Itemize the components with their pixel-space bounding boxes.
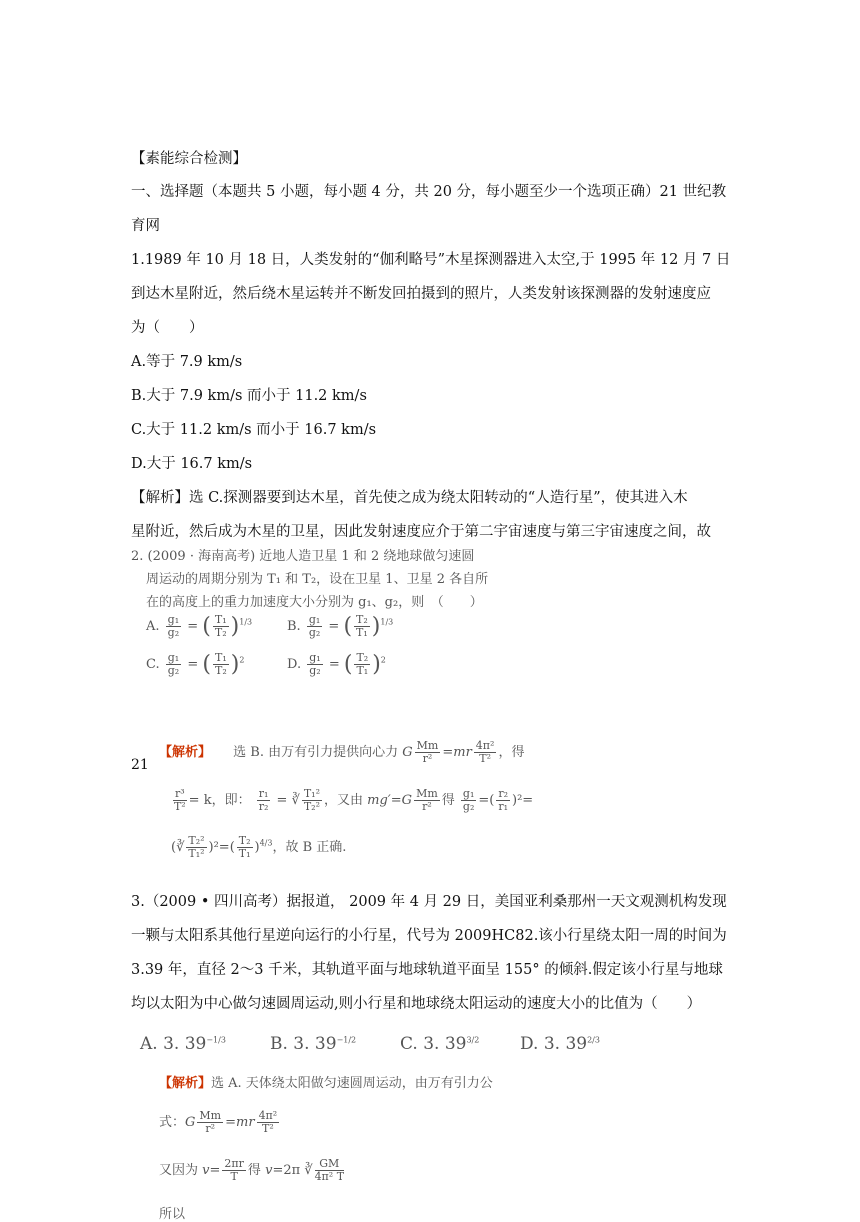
q2-option-a: A. $\frac{\text{g₁}}{\text{g₂}}$ = ( $\frac{\text{T₁}}{\text{T₂}}$ )$^{1/3}$ xyxy=(146,613,253,639)
q3-option-b-exponent: −1/2 xyxy=(336,1035,357,1045)
q3-analysis-line-1 xyxy=(159,1072,493,1091)
q3-analysis-text-4: 得 xyxy=(247,1163,261,1178)
q2-option-c-label: C. xyxy=(146,657,160,672)
q1-option-a: A.等于 7.9 km/s xyxy=(131,354,243,370)
q2-option-d-label: D. xyxy=(287,657,302,672)
q2-option-b: B. $\frac{\text{g₁}}{\text{g₂}}$ = ( $\frac{\text{T₂}}{\text{T₁}}$ )$^{1/3}$ xyxy=(287,613,394,639)
q1-analysis-line-1: 【解析】选 C.探测器要到达木星，首先使之成为绕太阳转动的“人造行星”，使其进入木 xyxy=(131,490,688,506)
q3-option-b-label: B. 3. 39 xyxy=(270,1034,337,1054)
q2-option-b-exponent: 1/3 xyxy=(380,617,394,627)
q2-option-a-exponent: 1/3 xyxy=(239,617,253,627)
q2-analysis-line-1: 【解析】 选 B. 由万有引力提供向心力 G $\frac{Mm}{\text{r²}}$ =mr $\frac{\text{4π²}}{\text{T²}}$ ，得 xyxy=(159,739,525,765)
q3-analysis-line-3: 又因为 v= $\frac{2\pi r}{T}$ 得 v=2π ∛ $\frac{GM}{\text{4π² T}}$ xyxy=(159,1157,345,1183)
q2-margin-number: 21 xyxy=(131,757,149,773)
q3-option-d-label: D. 3. 39 xyxy=(520,1034,588,1054)
q2-option-b-label: B. xyxy=(287,619,301,634)
q3-option-a xyxy=(140,1034,226,1054)
q3-option-d-exponent: 2/3 xyxy=(587,1035,600,1045)
q3-analysis-text-1: 选 A. 天体绕太阳做匀速圆周运动，由万有引力公 xyxy=(211,1076,493,1091)
q3-option-c-exponent: 3/2 xyxy=(466,1035,480,1045)
q2-analysis-line-3: (∛ $\frac{\text{T₂²}}{\text{T₁²}}$ )²=( $\frac{\text{T₂}}{\text{T₁}}$ )$^{4/3}$，故 B 正确. xyxy=(171,834,347,860)
q3-analysis-text-5: 所以 xyxy=(159,1207,186,1222)
q3-option-a-label: A. 3. 39 xyxy=(140,1034,207,1054)
q2-analysis-text-6: ，故 B 正确. xyxy=(272,840,347,855)
q3-line-2: 一颗与太阳系其他行星逆向运行的小行星，代号为 2009HC82.该小行星绕太阳一周的时间为 xyxy=(131,928,727,944)
q1-analysis-line-2: 星附近，然后成为木星的卫星，因此发射速度应介于第二宇宙速度与第三宇宙速度之间，故 xyxy=(131,524,711,540)
q1-line-2: 到达木星附近，然后绕木星运转并不断发回拍摄到的照片，人类发射该探测器的发射速度应 xyxy=(131,286,711,302)
q3-line-1: 3.（2009 • 四川高考）据报道， 2009 年 4 月 29 日，美国亚利桑那州一天文观测机构发现 xyxy=(131,894,727,910)
q3-analysis-line-2: 式：G $\frac{Mm}{\text{r²}}$ =mr $\frac{\text{4π²}}{\text{T²}}$ xyxy=(159,1109,278,1135)
q2-line-2: 周运动的周期分别为 T₁ 和 T₂，设在卫星 1、卫星 2 各自所 xyxy=(146,572,489,587)
section-intro-line-2: 育网 xyxy=(131,218,160,234)
q3-option-d xyxy=(520,1034,600,1054)
q1-option-b: B.大于 7.9 km/s 而小于 11.2 km/s xyxy=(131,388,367,404)
q2-option-a-label: A. xyxy=(146,619,160,634)
q3-analysis-line-4 xyxy=(159,1203,185,1222)
q2-option-c: C. $\frac{\text{g₁}}{\text{g₂}}$ = ( $\frac{\text{T₁}}{\text{T₂}}$ )$^2$ xyxy=(146,651,245,677)
q2-option-d-exponent: 2 xyxy=(380,655,386,665)
q2-analysis-text-3: = k，即： xyxy=(188,793,251,808)
q3-line-3: 3.39 年，直径 2～3 千米，其轨道平面与地球轨道平面呈 155° 的倾斜.假定该小行星与地球 xyxy=(131,962,723,978)
section-intro-line-1: 一、选择题（本题共 5 小题，每小题 4 分，共 20 分，每小题至少一个选项正确）21 世纪教 xyxy=(131,184,727,200)
q1-option-c: C.大于 11.2 km/s 而小于 16.7 km/s xyxy=(131,422,377,438)
q1-line-3: 为（ ） xyxy=(131,320,204,336)
q3-analysis-text-3: 又因为 xyxy=(159,1163,199,1178)
q1-option-d: D.大于 16.7 km/s xyxy=(131,456,253,472)
q3-line-4: 均以太阳为中心做匀速圆周运动,则小行星和地球绕太阳运动的速度大小的比值为（ ） xyxy=(131,996,702,1012)
q2-line-1: 2. (2009 · 海南高考) 近地人造卫星 1 和 2 绕地球做匀速圆 xyxy=(131,549,475,564)
q3-analysis-text-2: 式： xyxy=(159,1115,186,1130)
q3-option-c-label: C. 3. 39 xyxy=(400,1034,467,1054)
q3-option-b xyxy=(270,1034,356,1054)
q2-line-3: 在的高度上的重力加速度大小分别为 g₁、g₂，则 （ ） xyxy=(146,595,483,610)
q2-analysis-label: 【解析】 xyxy=(159,745,212,760)
q1-line-1: 1.1989 年 10 月 18 日，人类发射的“伽利略号”木星探测器进入太空,于 1995 年 12 月 7 日 xyxy=(131,252,731,268)
q2-analysis-line-2: $\frac{\text{r³}}{\text{T²}}$ = k，即： $\frac{\text{r₁}}{\text{r₂}}$ = ∛ $\frac{\text{T₁²}}{\text{T₂²}}$ ，又由 mg′=G $\frac{Mm}{\text{r²}}$ 得 $\frac{\text{g₁}}{\text{g₂}}$ =( $\frac{\text{r₂}}{\text{r₁}}$ )²= xyxy=(173,787,534,813)
q2-analysis-text-1: 选 B. 由万有引力提供向心力 xyxy=(233,745,399,760)
q3-option-a-exponent: −1/3 xyxy=(206,1035,226,1045)
q2-analysis-text-5: 得 xyxy=(441,793,455,808)
q3-analysis-label: 【解析】 xyxy=(159,1076,212,1091)
q2-analysis-text-2: ，得 xyxy=(498,745,525,760)
q3-option-c xyxy=(400,1034,479,1054)
q2-option-c-exponent: 2 xyxy=(239,655,245,665)
q2-option-d: D. $\frac{\text{g₁}}{\text{g₂}}$ = ( $\frac{\text{T₂}}{\text{T₁}}$ )$^2$ xyxy=(287,651,386,677)
section-title: 【素能综合检测】 xyxy=(131,151,247,167)
q2-analysis-text-4: ，又由 xyxy=(324,793,364,808)
